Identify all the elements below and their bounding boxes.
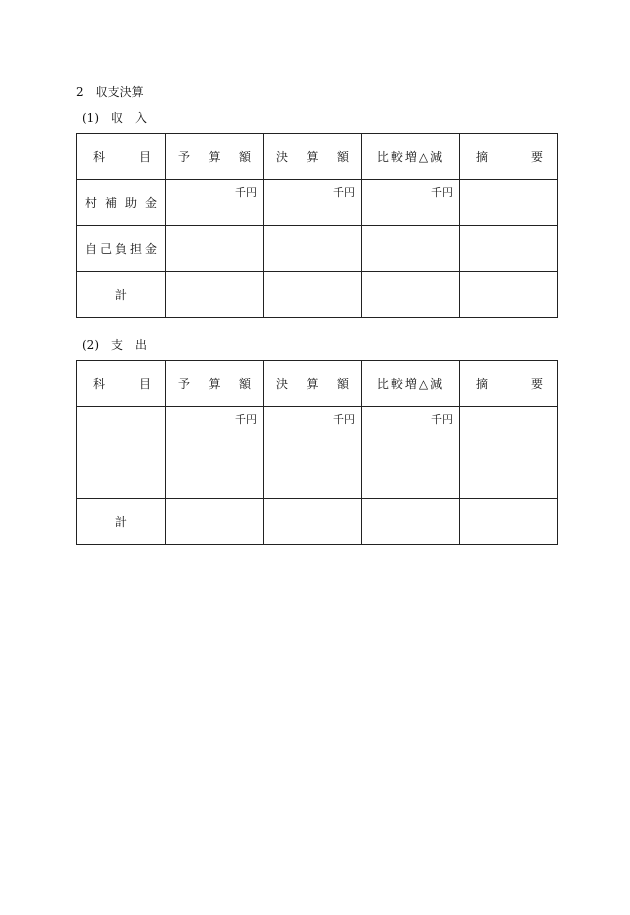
difference-cell — [362, 226, 460, 272]
settlement-cell — [264, 226, 362, 272]
budget-cell — [166, 407, 264, 499]
unit-label: 千円 — [235, 413, 257, 426]
header-text — [460, 375, 557, 392]
unit-label: 千円 — [431, 186, 453, 199]
budget-cell — [166, 226, 264, 272]
table-row — [77, 272, 558, 318]
expense-table — [76, 360, 558, 545]
total-label: 計 — [114, 288, 127, 302]
table-row — [77, 407, 558, 499]
difference-cell — [362, 407, 460, 499]
total-label: 計 — [114, 515, 127, 529]
income-caption-text: 収 入 — [111, 111, 148, 125]
header-text — [166, 375, 263, 392]
unit-label: 千円 — [333, 413, 355, 426]
row-label-text-char: 担 — [129, 242, 142, 256]
income-header-row — [77, 134, 558, 180]
unit-label: 千円 — [333, 186, 355, 199]
income-table — [76, 133, 558, 318]
header-text — [77, 375, 165, 392]
row-label-total — [77, 499, 166, 545]
table-row — [77, 180, 558, 226]
row-label-text — [77, 240, 165, 257]
header-text — [166, 148, 263, 165]
header-text-char: 額 — [238, 150, 251, 164]
remarks-cell — [460, 226, 558, 272]
header-text: 比較増△減 — [376, 150, 445, 164]
header-text: 比較増△減 — [376, 377, 445, 391]
income-caption-number: (1) — [82, 111, 99, 125]
expense-header-row — [77, 361, 558, 407]
header-remarks — [460, 361, 558, 407]
header-text — [264, 375, 361, 392]
header-text-char: 決 — [276, 150, 289, 164]
header-text-char: 摘 — [476, 377, 489, 391]
header-text-char: 額 — [238, 377, 251, 391]
settlement-cell — [264, 499, 362, 545]
header-text-char: 決 — [276, 377, 289, 391]
header-text-char: 額 — [336, 377, 349, 391]
budget-cell — [166, 180, 264, 226]
row-label-text-char: 助 — [124, 196, 137, 210]
expense-caption — [82, 337, 147, 353]
section-heading — [76, 84, 144, 100]
settlement-cell — [264, 180, 362, 226]
income-caption — [82, 110, 147, 126]
header-difference — [362, 134, 460, 180]
header-text-char: 目 — [138, 377, 151, 391]
header-text-char: 額 — [336, 150, 349, 164]
row-label-total — [77, 272, 166, 318]
expense-caption-number: (2) — [82, 338, 99, 352]
difference-cell — [362, 499, 460, 545]
row-label-text-char: 金 — [144, 196, 157, 210]
header-text-char: 予 — [178, 150, 191, 164]
remarks-cell — [460, 499, 558, 545]
header-text-char: 科 — [93, 150, 106, 164]
header-text-char: 科 — [93, 377, 106, 391]
header-text-char: 予 — [178, 377, 191, 391]
table-row — [77, 226, 558, 272]
header-text-char: 要 — [530, 150, 543, 164]
row-label-text-char: 負 — [114, 242, 127, 256]
header-remarks — [460, 134, 558, 180]
header-settlement — [264, 361, 362, 407]
row-label-text-char: 村 — [85, 196, 98, 210]
header-text-char: 算 — [306, 150, 319, 164]
remarks-cell — [460, 272, 558, 318]
row-label-text-char: 己 — [99, 242, 112, 256]
difference-cell — [362, 272, 460, 318]
header-text-char: 要 — [530, 377, 543, 391]
row-label-text-char: 金 — [144, 242, 157, 256]
header-text-char: 算 — [208, 377, 221, 391]
header-text — [264, 148, 361, 165]
header-text-char: 算 — [208, 150, 221, 164]
row-label-village-subsidy — [77, 180, 166, 226]
row-label-text-char: 自 — [85, 242, 98, 256]
header-text-char: 目 — [138, 150, 151, 164]
row-label-empty — [77, 407, 166, 499]
row-label-text — [77, 194, 165, 211]
settlement-cell — [264, 272, 362, 318]
header-budget — [166, 134, 264, 180]
header-difference — [362, 361, 460, 407]
budget-cell — [166, 272, 264, 318]
header-text — [460, 148, 557, 165]
section-title: 収支決算 — [95, 85, 144, 99]
header-subject — [77, 361, 166, 407]
header-settlement — [264, 134, 362, 180]
remarks-cell — [460, 407, 558, 499]
row-label-text-char: 補 — [104, 196, 117, 210]
unit-label: 千円 — [235, 186, 257, 199]
expense-caption-text: 支 出 — [111, 338, 148, 352]
header-budget — [166, 361, 264, 407]
header-subject — [77, 134, 166, 180]
row-label-self-burden — [77, 226, 166, 272]
settlement-cell — [264, 407, 362, 499]
difference-cell — [362, 180, 460, 226]
unit-label: 千円 — [431, 413, 453, 426]
header-text — [77, 148, 165, 165]
budget-cell — [166, 499, 264, 545]
section-number: 2 — [76, 85, 84, 99]
header-text-char: 摘 — [476, 150, 489, 164]
header-text-char: 算 — [306, 377, 319, 391]
table-row — [77, 499, 558, 545]
remarks-cell — [460, 180, 558, 226]
